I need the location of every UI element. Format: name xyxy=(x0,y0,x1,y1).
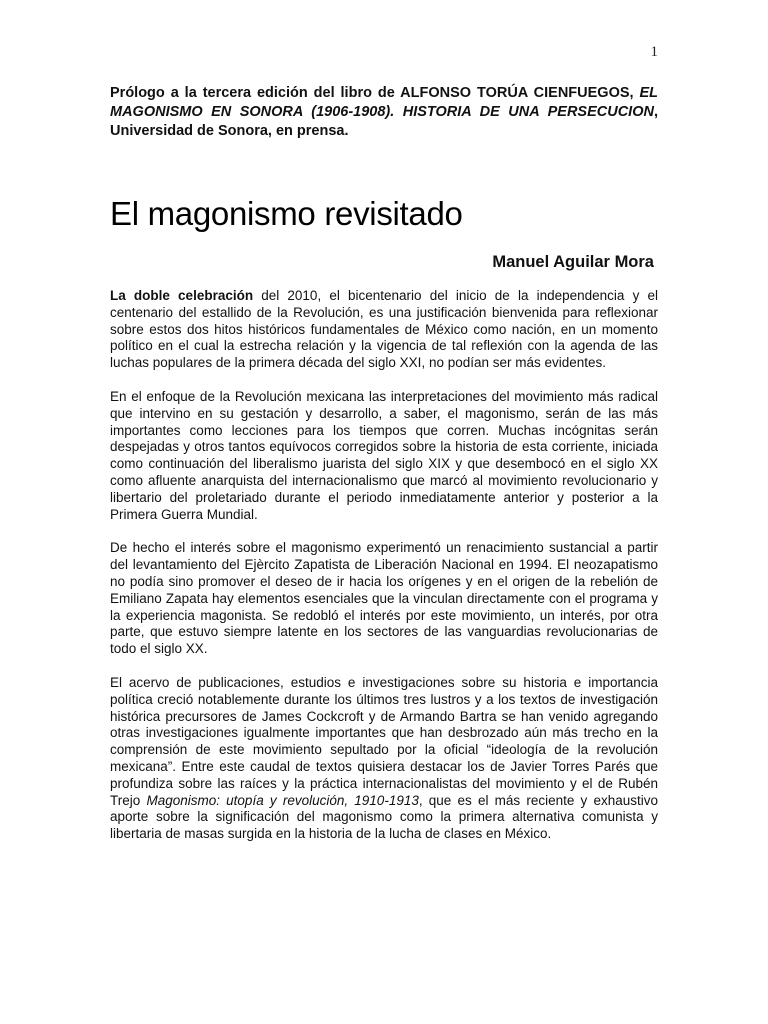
article-title: El magonismo revisitado xyxy=(110,195,463,232)
paragraph-1 xyxy=(110,288,658,372)
prologue-tail: , Universidad de Sonora, en prensa. xyxy=(110,104,658,139)
prologue-book-title: EL MAGONISMO EN SONORA (1906-1908). HISTORIA DE UNA PERSECUCION xyxy=(110,85,658,120)
paragraph-4-text-a: El acervo de publicaciones, estudios e investigaciones sobre su historia e importancia política creció notablemente durante los últimos tres lustros y a los textos de investigación histórica precursores de James Cockcroft y de Armando Bartra se han venido agregando otras investigaciones igualmente importantes que han desbrozado aún más trecho en la comprensión de este movimiento sepultado por la oficial “ideología de la revolución mexicana”. Entre este caudal de textos quisiera destacar los de Javier Torres Parés que profundiza sobre las raíces y la práctica internacionalistas del movimiento y el de Rubén Trejo xyxy=(110,674,658,808)
paragraph-4 xyxy=(110,675,658,843)
paragraph-3: De hecho el interés sobre el magonismo experimentó un renacimiento sustancial a partir del levantamiento del Ejèrcito Zapatista de Liberación Nacional en 1994. El neozapatismo no podía sino promover el deseo de ir hacia los orígenes y en el origen de la rebelión de Emiliano Zapata hay elementos esenciales que la vinculan directamente con el programa y la experiencia magonista. Se redobló el interés por este movimiento, un interés, por otra parte, que estuvo siempre latente en los sectores de las vanguardias revolucionarias de todo el siglo XX. xyxy=(110,540,658,657)
prologue-note xyxy=(110,84,658,141)
paragraph-1-text: del 2010, el bicentenario del inicio de la independencia y el centenario del estallido de la Revolución, es una justificación bienvenida para reflexionar sobre estos dos hitos históricos fundamentales de México como nación, en un momento político en el cual la estrecha relación y la vigencia de tal reflexión con la agenda de las luchas populares de la primera década del siglo XXI, no podían ser más evidentes. xyxy=(110,288,658,371)
page-number: 1 xyxy=(650,44,658,60)
paragraph-1-lead: La doble celebración xyxy=(110,288,254,303)
article-author: Manuel Aguilar Mora xyxy=(492,253,654,271)
paragraph-2: En el enfoque de la Revolución mexicana las interpretaciones del movimiento más radical que intervino en su gestación y desarrollo, a saber, el magonismo, serán de las más importantes como lecciones para los tiempos que corren. Muchas incógnitas serán despejadas y otros tantos equívocos corregidos sobre la historia de esta corriente, iniciada como continuación del liberalismo juarista del siglo XIX y que desembocó en el siglo XX como afluente anarquista del internacionalismo que marcó al movimiento revolucionario y libertario del proletariado durante el periodo inmediatamente anterior y posterior a la Primera Guerra Mundial. xyxy=(110,388,658,522)
article-body xyxy=(110,288,658,860)
paragraph-4-text-b: , que es el más reciente y exhaustivo aporte sobre la significación del magonismo como la primera alternativa comunista y libertaria de masas surgida en la historia de la lucha de clases en México. xyxy=(110,792,659,842)
paragraph-4-book-title: Magonismo: utopía y revolución, 1910-1913 xyxy=(146,792,419,808)
prologue-lead: Prólogo a la tercera edición del libro de ALFONSO TORÚA CIENFUEGOS, xyxy=(110,85,640,101)
